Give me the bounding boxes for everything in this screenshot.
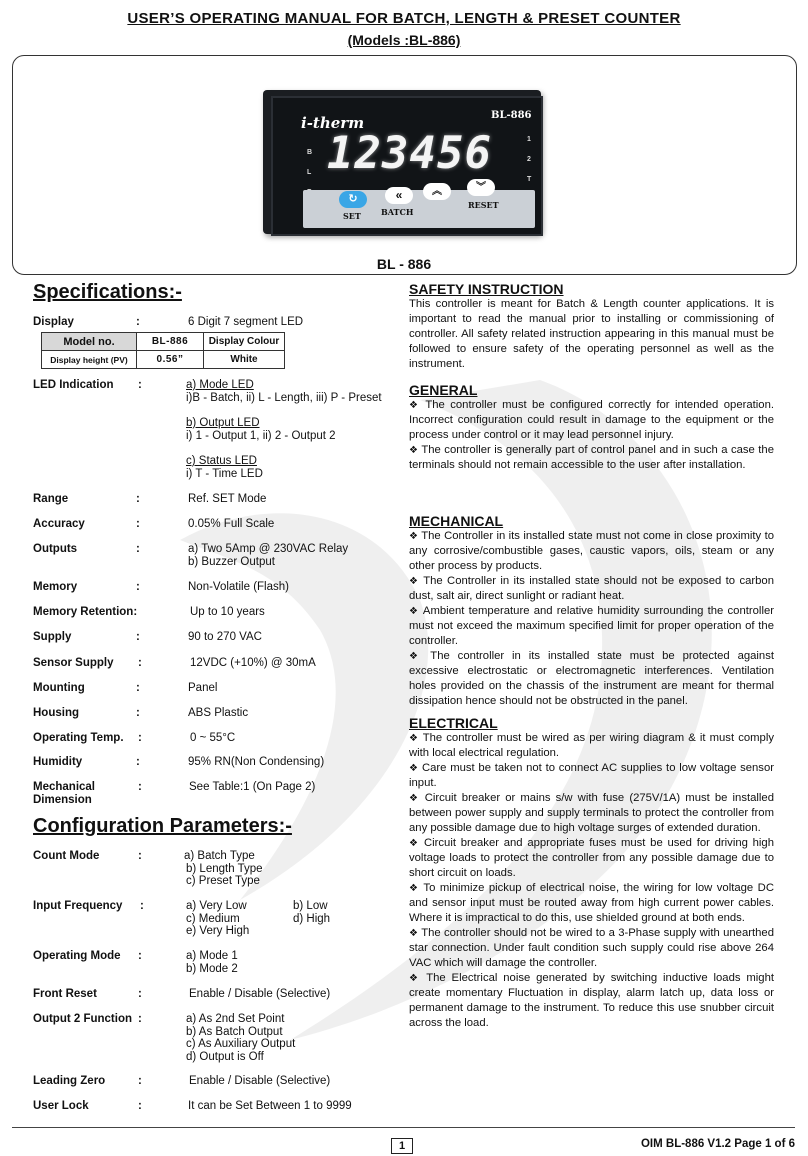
list-item: ❖ The controller should not be wired to a 3-Phase supply with unearthed star connection. Under fault condition such supply could rise above 264 VAC which will damage the controller. xyxy=(409,927,774,969)
list-item: ❖ The controller must be wired as per wiring diagram & it must comply with local electrical regulation. xyxy=(409,732,774,759)
mechanical-section xyxy=(409,513,774,709)
manual-subtitle: (Models :BL-886) xyxy=(347,32,461,48)
table-header: Display Colour xyxy=(204,333,285,351)
spec-label: LED Indication xyxy=(33,379,114,391)
mode-led-text: i)B - Batch, ii) L - Length, iii) P - Preset xyxy=(186,391,382,404)
brand-logo: i-therm xyxy=(301,114,365,132)
mechanical-heading: MECHANICAL xyxy=(409,513,504,529)
model-badge: BL-886 xyxy=(491,110,532,121)
down-button[interactable]: ︾ xyxy=(467,179,495,196)
product-device xyxy=(263,90,543,236)
table-cell: Display height (PV) xyxy=(42,351,137,369)
document-reference: OIM BL-886 V1.2 Page 1 of 6 xyxy=(640,1138,795,1150)
batch-button[interactable]: « xyxy=(385,187,413,204)
table-cell: White xyxy=(204,351,285,369)
led-label-2: 2 xyxy=(527,156,531,163)
general-section xyxy=(409,382,774,473)
output-led-text: i) 1 - Output 1, ii) 2 - Output 2 xyxy=(186,429,336,442)
set-label: SET xyxy=(343,211,361,221)
batch-label: BATCH xyxy=(381,207,414,217)
led-display: 123456 xyxy=(327,128,492,179)
manual-title: USER’S OPERATING MANUAL FOR BATCH, LENGTH & PRESET COUNTER xyxy=(127,10,681,27)
footer-divider xyxy=(12,1127,795,1128)
mode-led-title: a) Mode LED xyxy=(186,379,254,391)
table-header: Model no. xyxy=(42,333,137,351)
configuration-heading: Configuration Parameters:- xyxy=(33,815,292,837)
specifications-heading: Specifications:- xyxy=(33,281,182,303)
safety-text: This controller is meant for Batch & Length counter applications. It is important to read the manual prior to installing or commissioning of controller. All safety related instruction appearing in this manual must be followed to ensure safety of the operating personnel as well as the instrument. xyxy=(409,298,774,370)
reset-label: RESET xyxy=(468,200,499,210)
safety-heading: SAFETY INSTRUCTION xyxy=(409,281,564,297)
led-label-l: L xyxy=(307,169,312,176)
display-table xyxy=(41,332,285,369)
set-button[interactable]: ↻ xyxy=(339,191,367,208)
general-heading: GENERAL xyxy=(409,382,478,398)
list-item: ❖ Circuit breaker and appropriate fuses must be used for driving high voltage loads to protect the controller from any possible damage due to short circuit on loads. xyxy=(409,837,774,879)
list-item: ❖ The Electrical noise generated by switching inductive loads might create momentary Fluctuation in display, alarm latch up, data loss or permanent damage to the instrument. To reduce this use snubber circuit across the load. xyxy=(409,972,774,1029)
spec-label: Display xyxy=(33,316,74,328)
led-label-b: B xyxy=(307,149,313,156)
spec-value: 6 Digit 7 segment LED xyxy=(188,316,304,328)
electrical-section xyxy=(409,715,774,1031)
list-item: ❖ Care must be taken not to connect AC supplies to low voltage sensor input. xyxy=(409,762,775,789)
up-button[interactable]: ︽ xyxy=(423,183,451,200)
led-label-1: 1 xyxy=(527,136,531,143)
safety-section xyxy=(409,281,774,372)
status-led-text: i) T - Time LED xyxy=(186,467,263,480)
list-item: ❖ The Controller in its installed state should not be exposed to carbon dust, salt air, direct sunlight or radiant heat. xyxy=(409,575,774,602)
page-number: 1 xyxy=(391,1138,413,1154)
electrical-heading: ELECTRICAL xyxy=(409,715,498,731)
list-item: ❖ The controller in its installed state must be protected against excessive electrostatic or electromagnetic interferences. Ventilation holes provided on the chassis of the instrument are meant for thermal dissipation hence should not be obstructed in the panel. xyxy=(409,650,775,707)
list-item: ❖ To minimize pickup of electrical noise, the wiring for low voltage DC and sensor input must be routed away from high current power cables. Where it is impractical to do this, use shielded ground at both ends. xyxy=(409,882,775,924)
status-led-title: c) Status LED xyxy=(186,455,257,467)
table-cell: 0.56” xyxy=(137,351,204,369)
list-item: ❖ The controller is generally part of control panel and in such a case the terminals should not remain accessible to the user after installation. xyxy=(409,444,774,471)
list-item: ❖ Ambient temperature and relative humidity surrounding the controller must not exceed the maximum specified limit for proper operation of the controller. xyxy=(409,605,774,647)
table-header: BL-886 xyxy=(137,333,204,351)
output-led-title: b) Output LED xyxy=(186,417,260,429)
led-label-t: T xyxy=(527,176,532,183)
product-caption: BL - 886 xyxy=(376,256,432,272)
list-item: ❖ Circuit breaker or mains s/w with fuse (275V/1A) must be installed between power supply and supply terminals to protect the controller from any possible damage due to high voltage surges of extended duration. xyxy=(409,792,774,834)
list-item: ❖ The Controller in its installed state must not come in close proximity to any corrosive/combustible gases, caustic vapors, oils, steam or any other process by products. xyxy=(409,530,774,572)
list-item: ❖ The controller must be configured correctly for intended operation. Incorrect configuration could result in damage to the equipment or the process under control or it may lead personnel injury. xyxy=(409,399,775,441)
